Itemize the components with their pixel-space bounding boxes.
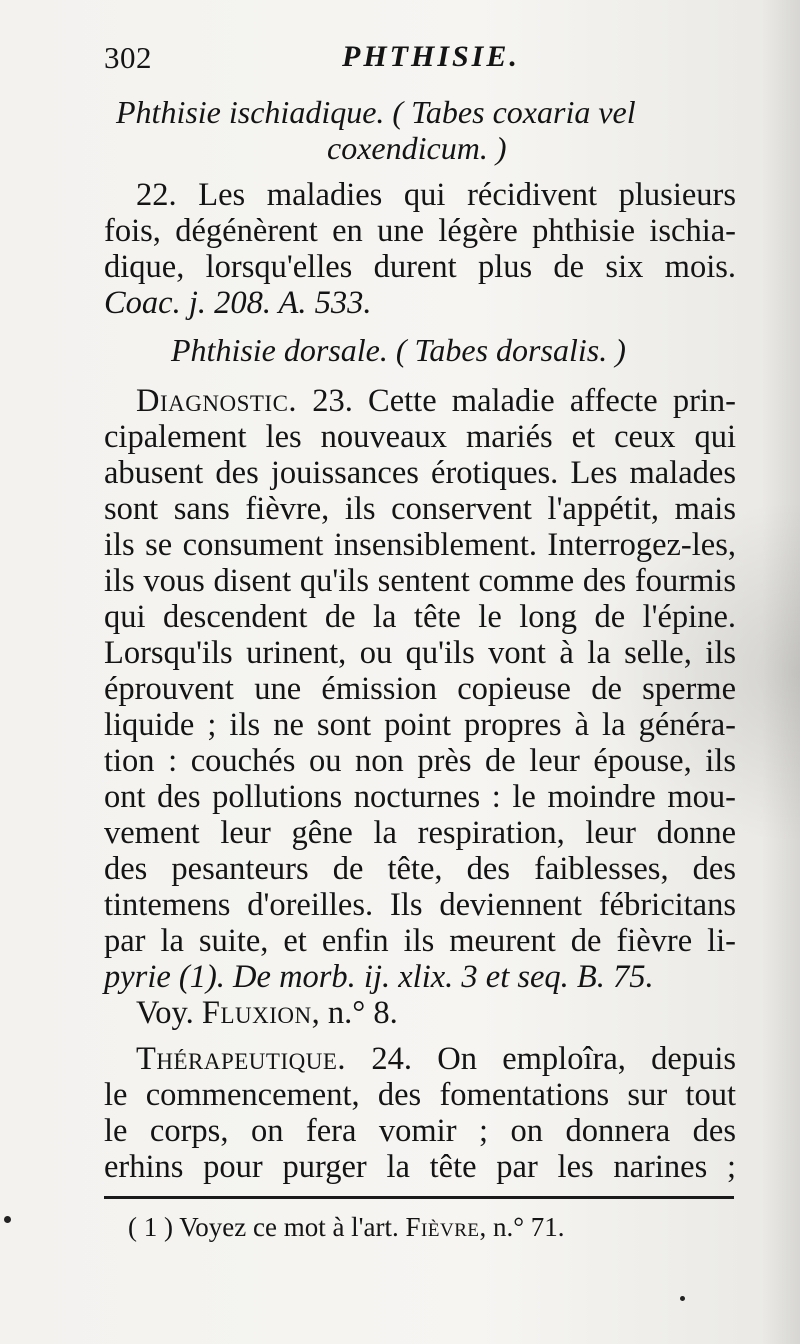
text-line xyxy=(136,382,736,420)
footnote xyxy=(128,1212,565,1243)
text-line: sont sans fièvre, ils conservent l'appétit, mais xyxy=(104,491,736,527)
running-head: PHTHISIE. xyxy=(342,40,520,73)
text-line: ont des pollutions nocturnes : le moindre mou- xyxy=(104,779,736,815)
citation: pyrie (1). De morb. ij. xlix. 3 et seq. B. 75. xyxy=(104,959,654,995)
text-line: par la suite, et enfin ils meurent de fièvre li- xyxy=(104,923,736,959)
text-line: le commencement, des fomentations sur tout xyxy=(104,1077,736,1113)
text-segment: Voy. xyxy=(136,995,194,1031)
section-heading-dorsale: Phthisie dorsale. ( Tabes dorsalis. ) xyxy=(171,332,626,368)
text-line xyxy=(136,994,736,1032)
footnote-rule xyxy=(104,1196,734,1199)
text-segment: 23. Cette maladie affecte prin- xyxy=(312,383,736,419)
paragraph-label-therapeutique: Thérapeutique. xyxy=(136,1041,347,1077)
text-line: erhins pour purger la tête par les narines ; xyxy=(104,1149,736,1185)
text-line: le corps, on fera vomir ; on donnera des xyxy=(104,1113,736,1149)
text-line: Lorsqu'ils urinent, ou qu'ils vont à la selle, ils xyxy=(104,635,736,671)
text-line xyxy=(136,1040,736,1078)
text-line: tintemens d'oreilles. Ils deviennent fébricitans xyxy=(104,887,736,923)
text-line: fois, dégénèrent en une légère phthisie ischia- xyxy=(104,213,736,249)
page-number: 302 xyxy=(104,40,152,75)
ink-speck xyxy=(4,1216,11,1223)
paragraph-label-diagnostic: Diagnostic. xyxy=(136,383,298,419)
text-line: tion : couchés ou non près de leur épouse, ils xyxy=(104,743,736,779)
ink-speck xyxy=(680,1296,685,1301)
text-line: ils vous disent qu'ils sentent comme des fourmis xyxy=(104,563,736,599)
section-heading-ischiadique-cont: coxendicum. ) xyxy=(327,130,507,166)
section-heading-ischiadique: Phthisie ischiadique. ( Tabes coxaria vel xyxy=(116,94,636,130)
text-line: 22. Les maladies qui récidivent plusieurs xyxy=(136,177,736,213)
text-line: cipalement les nouveaux mariés et ceux qui xyxy=(104,419,736,455)
text-line: liquide ; ils ne sont point propres à la généra- xyxy=(104,707,736,743)
page-gutter-shadow xyxy=(762,0,800,1344)
footnote-reference: Fièvre xyxy=(405,1212,480,1242)
text-segment: 24. On emploîra, depuis xyxy=(371,1041,737,1077)
footnote-text-suffix: , n.° 71. xyxy=(479,1212,565,1242)
text-line xyxy=(104,958,736,996)
cross-reference: Fluxion xyxy=(201,995,312,1031)
text-line: ils se consument insensiblement. Interrogez-les, xyxy=(104,527,736,563)
text-line: des pesanteurs de tête, des faiblesses, des xyxy=(104,851,736,887)
page-header xyxy=(104,40,740,84)
text-line: éprouvent une émission copieuse de sperme xyxy=(104,671,736,707)
text-line: dique, lorsqu'elles durent plus de six mois. xyxy=(104,249,736,285)
citation: Coac. j. 208. A. 533. xyxy=(104,285,372,321)
text-line: abusent des jouissances érotiques. Les malades xyxy=(104,455,736,491)
text-line xyxy=(104,284,736,322)
text-line: vement leur gêne la respiration, leur donne xyxy=(104,815,736,851)
text-segment: , n.° 8. xyxy=(311,995,398,1031)
text-line: qui descendent de la tête le long de l'épine. xyxy=(104,599,736,635)
footnote-text: ( 1 ) Voyez ce mot à l'art. xyxy=(128,1212,399,1242)
